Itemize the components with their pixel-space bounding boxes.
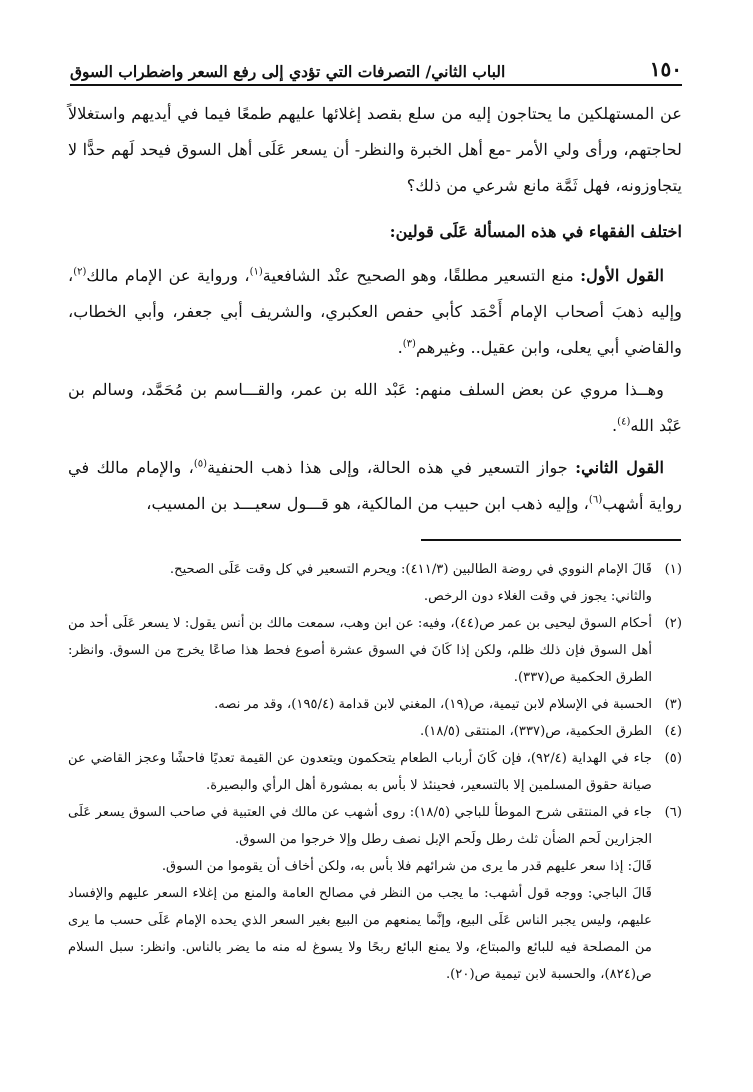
footnote-ref[interactable]: (١): [249, 266, 263, 278]
footnote-3: [68, 691, 682, 718]
first-opinion-label: القول الأول:: [580, 266, 664, 285]
text-run: منع التسعير مطلقًا، وهو الصحيح عنْد الشافعية: [262, 266, 581, 285]
footnote-body: [68, 691, 652, 718]
page-number: ١٥٠: [649, 57, 682, 81]
footnote-1: [68, 556, 682, 610]
footnote-6: [68, 799, 682, 988]
main-text: [68, 96, 682, 522]
footnote-ref[interactable]: (٦): [588, 494, 603, 506]
section-subheading: اختلف الفقهاء في هذه المسألة عَلَى قولين:: [389, 222, 682, 241]
footnote-text: قَالَ الباجي: ووجه قول أشهب: ما يجب من النظر في مصالح العامة والمنع من إغلاء السعر عليهم والإفساد عليهم، وليس يجبر الناس عَلَى البيع، وإنَّما يمنعهم من البيع بغير السعر الذي يحده الإمام عَلَى حسب ما يرى من المصلحة فيه للبائع والمبتاع، ولا يمنع البائع ربحًا ولا يسوغ له منه ما يضر بالناس. وانظر: سبل السلام ص(٨٢٤)، والحسبة لابن تيمية ص(٢٠).: [68, 886, 652, 982]
text-run: جواز التسعير في هذه الحالة، وإلى هذا ذهب الحنفية: [207, 458, 576, 477]
text-run: ، والإمام مالك في رواية أشهب: [68, 458, 682, 513]
footnotes: [68, 556, 682, 988]
footnote-ref[interactable]: (٤): [617, 416, 631, 428]
intro-paragraph: عن المستهلكين ما يحتاجون إليه من سلع بقصد إغلائها عليهم طمعًا فيما في أيديهم واستغلالاً لحاجتهم، ورأى ولي الأمر -مع أهل الخبرة والنظر- أن يسعر عَلَى أهل السوق فيحد لَهم حدًّا لا يتجاوزونه، فهل ثَمَّة مانع شرعي من ذلك؟: [68, 104, 682, 195]
running-header: [70, 52, 682, 86]
footnote-number: (٤): [664, 724, 682, 739]
text-run: ، وإليه ذهب ابن حبيب من المالكية، هو قـــول سعيـــد بن المسيب،: [146, 494, 589, 513]
text-run: .: [612, 416, 618, 435]
footnote-number: (٥): [664, 751, 682, 766]
footnote-ref[interactable]: (٣): [402, 338, 416, 350]
footnote-number: (٦): [664, 805, 682, 820]
first-opinion-paragraph: [68, 258, 682, 366]
footnote-text: الحسبة في الإسلام لابن تيمية، ص(١٩)، المغني لابن قدامة (١٩٥/٤)، وقد مر نصه.: [214, 697, 652, 712]
footnote-body: [68, 556, 652, 610]
footnote-ref[interactable]: (٥): [193, 458, 208, 470]
footnote-5: [68, 745, 682, 799]
text-run: ، وإليه ذهبَ أصحاب الإمام أَحْمَد كأبي حفص العكبري، والشريف أبي جعفر، وأبي الخطاب، والقاضي أبي يعلى، وابن عقيل.. وغيرهم: [68, 266, 682, 357]
footnote-text: جاء في الهداية (٩٢/٤)، فإن كَانَ أرباب الطعام يتحكمون ويتعدون عن القيمة تعديًا فاحشًا وعجز القاضي عن صيانة حقوق المسلمين إلا بالتسعير، فحينئذ لا بأس به بمشورة أهل الرأي والبصيرة.: [68, 751, 652, 793]
header-title: الباب الثاني/ التصرفات التي تؤدي إلى رفع السعر واضطراب السوق: [70, 62, 506, 81]
footnote-number: (٢): [664, 616, 682, 631]
footnote-number: (١): [664, 562, 682, 577]
footnote-text: قَالَ الإمام النووي في روضة الطالبين (٤١١/٣): ويحرم التسعير في كل وقت عَلَى الصحيح.: [169, 562, 652, 577]
footnote-text: قَالَ: إذا سعر عليهم قدر ما يرى من شرائهم فلا بأس به، ولكن أخاف أن يقوموا من السوق.: [161, 859, 652, 874]
footnote-text: الطرق الحكمية، ص(٣٣٧)، المنتقى (١٨/٥).: [419, 724, 652, 739]
footnote-ref[interactable]: (٢): [73, 266, 87, 278]
footnote-body: [68, 610, 652, 691]
footnote-body: [68, 799, 652, 988]
text-run: ، ورواية عن الإمام مالك: [86, 266, 250, 285]
second-opinion-paragraph: [68, 450, 682, 522]
footnote-number: (٣): [664, 697, 682, 712]
footnote-body: [68, 745, 652, 799]
text-run: .: [397, 338, 403, 357]
salaf-paragraph: [68, 372, 682, 444]
footnote-2: [68, 610, 682, 691]
footnote-text: أحكام السوق ليحيى بن عمر ص(٤٤)، وفيه: عن ابن وهب، سمعت مالك بن أنس يقول: لا يسعر عَلَى أحد من أهل السوق فإن ذلك ظلم، ولكن إذا كَانَ في السوق عشرة أصوع فحط هذا صاعًا يخرج من السوق. وانظر: الطرق الحكمية ص(٣٣٧).: [68, 616, 653, 685]
footnote-separator: [421, 539, 681, 541]
text-run: وهــذا مروي عن بعض السلف منهم: عَبْد الله بن عمر، والقـــاسم بن مُحَمَّد، وسالم بن عَبْد الله: [68, 380, 682, 435]
footnote-body: [68, 718, 652, 745]
footnote-4: [68, 718, 682, 745]
second-opinion-label: القول الثاني:: [575, 458, 664, 477]
footnote-text: والثاني: يجوز في وقت الغلاء دون الرخص.: [423, 589, 652, 604]
footnote-text: جاء في المنتقى شرح الموطأ للباجي (١٨/٥): روى أشهب عن مالك في العتبية في صاحب السوق يسعر عَلَى الجزارين لَحم الضأن ثلث رطل ولَحم الإبل نصف رطل وإلا خرجوا من السوق.: [68, 805, 653, 847]
